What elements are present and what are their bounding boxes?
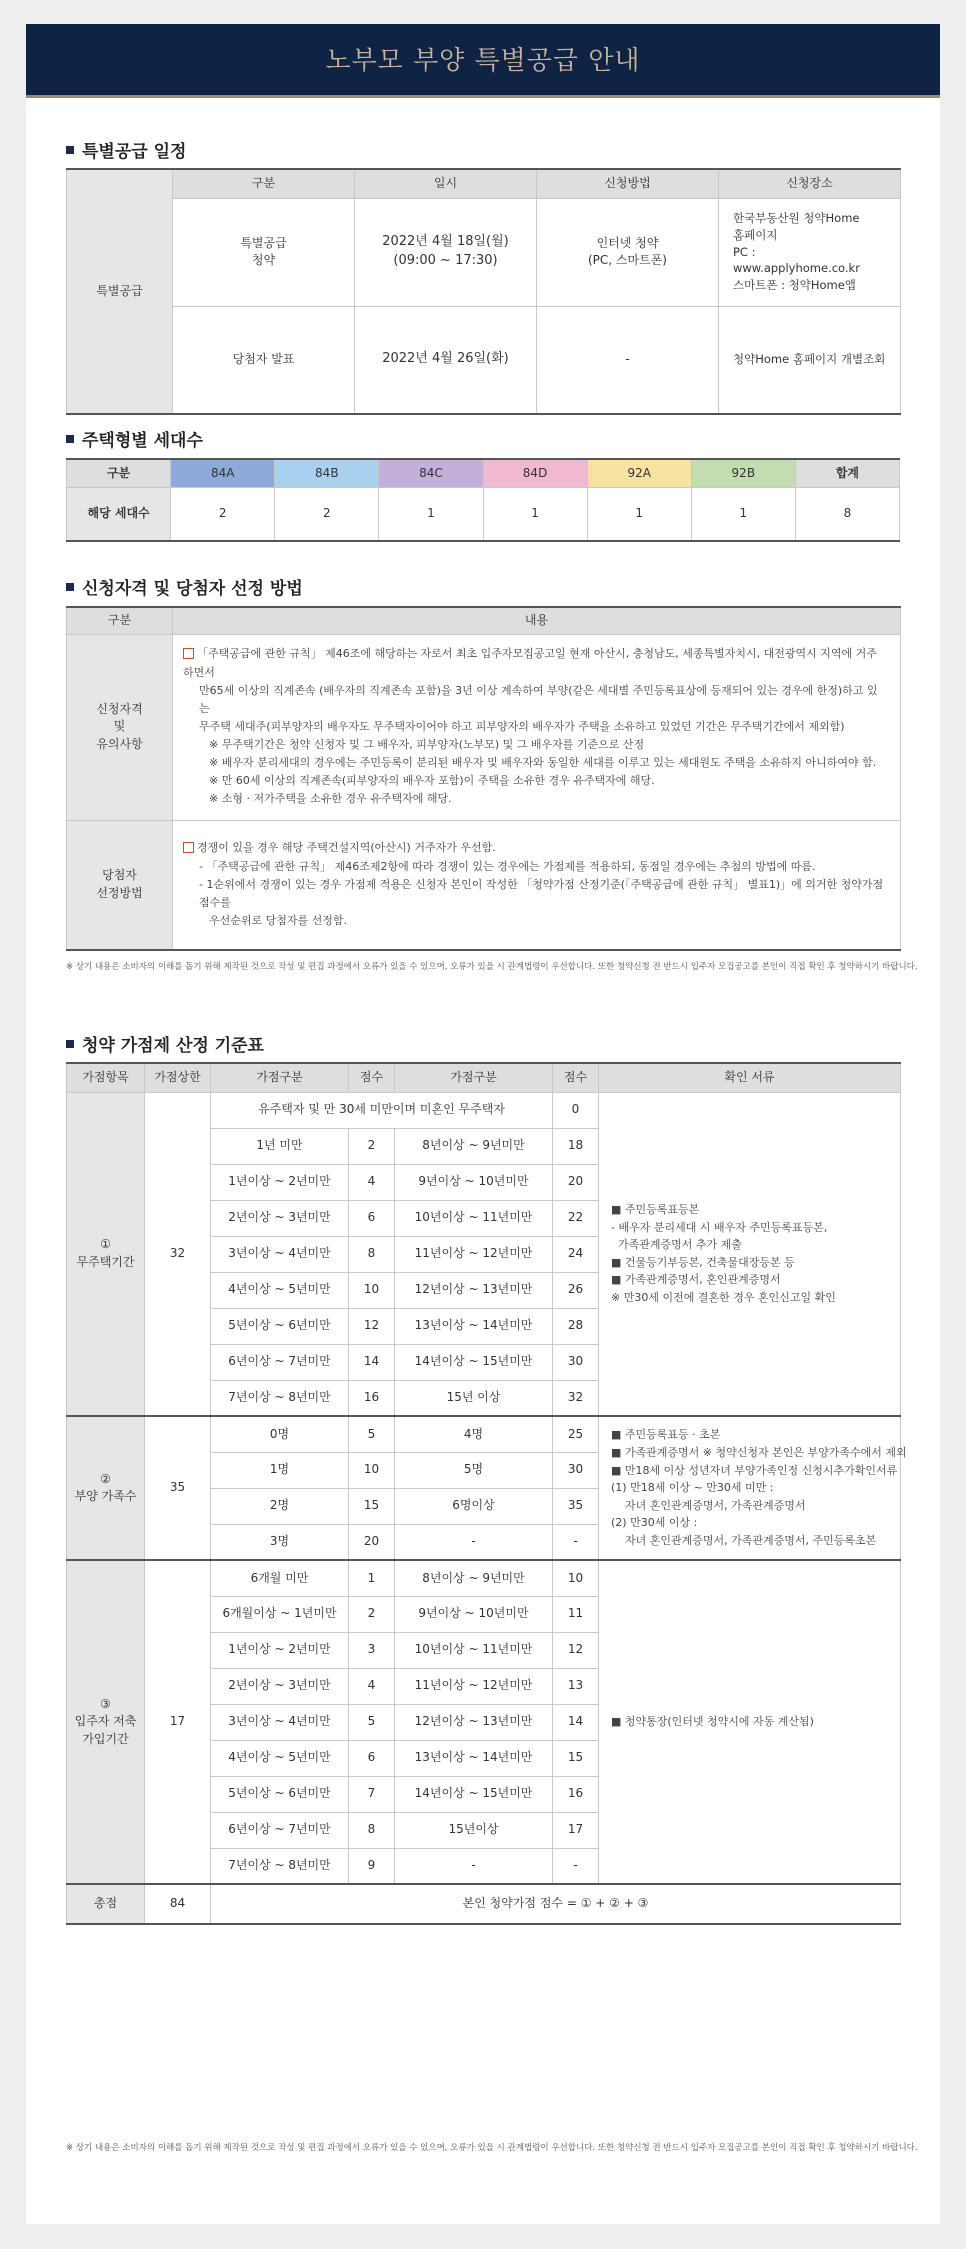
score-points: 2 — [349, 1128, 395, 1164]
unit-type-84B: 84B — [275, 459, 379, 487]
score-table — [66, 1062, 907, 1925]
score-range: 6명이상 — [395, 1488, 553, 1524]
checkbox-icon — [183, 842, 194, 853]
score-row — [67, 1416, 901, 1452]
unit-total: 8 — [795, 487, 899, 541]
schedule-table — [66, 168, 901, 415]
verification-docs — [599, 1560, 901, 1884]
notice-page — [26, 24, 940, 2224]
content-line: 경쟁이 있을 경우 해당 주택건설지역(아산시) 거주자가 우선함. — [183, 839, 886, 857]
content-line: - 「주택공급에 관한 규칙」 제46조제2항에 따라 경쟁이 있는 경우에는 가점제를 적용하되, 동점일 경우에는 추첨의 방법에 따름. — [199, 859, 816, 873]
score-header: 가점구분 — [211, 1063, 349, 1092]
score-points: 15 — [349, 1488, 395, 1524]
disclaimer-note: ※ 상기 내용은 소비자의 이해를 돕기 위해 제작된 것으로 작성 및 편집 과정에서 오류가 있을 수 있으며, 오류가 있을 시 관계법령이 우선합니다. 또한 청약신청 전 반드시 입주자 모집공고를 본인이 직접 확인 후 청약하시기 바랍니다. — [66, 962, 918, 972]
score-range: 13년이상 ~ 14년미만 — [395, 1308, 553, 1344]
score-points: 10 — [349, 1452, 395, 1488]
score-range: 2년이상 ~ 3년미만 — [211, 1668, 349, 1704]
score-group-label: ② 부양 가족수 — [67, 1416, 145, 1560]
schedule-cell-type: 특별공급 청약 — [173, 198, 355, 306]
unit-count: 1 — [379, 487, 483, 541]
score-total-label: 총점 — [67, 1884, 145, 1924]
score-range: 2년이상 ~ 3년미만 — [211, 1200, 349, 1236]
score-range: 9년이상 ~ 10년미만 — [395, 1164, 553, 1200]
score-points: 16 — [553, 1776, 599, 1812]
unit-type-92B: 92B — [691, 459, 795, 487]
units-total-label: 합계 — [795, 459, 899, 487]
doc-line: - 배우자 분리세대 시 배우자 주민등록표등본, — [611, 1220, 828, 1234]
score-header: 점수 — [553, 1063, 599, 1092]
score-range: 7년이상 ~ 8년미만 — [211, 1380, 349, 1416]
units-header-label: 구분 — [67, 459, 171, 487]
score-range: 12년이상 ~ 13년미만 — [395, 1704, 553, 1740]
unit-type-84C: 84C — [379, 459, 483, 487]
schedule-row — [67, 306, 901, 414]
score-points: 28 — [553, 1308, 599, 1344]
score-points: 10 — [349, 1272, 395, 1308]
score-range: 5명 — [395, 1452, 553, 1488]
qualification-row — [67, 634, 901, 820]
bullet-square-icon — [66, 583, 74, 591]
score-range: 13년이상 ~ 14년미만 — [395, 1740, 553, 1776]
content-line: ※ 배우자 분리세대의 경우에는 주민등록이 분리된 배우자 및 배우자와 동일한 세대를 이루고 있는 세대원도 주택을 소유하지 아니하여야 함. — [209, 756, 877, 770]
unit-count: 2 — [171, 487, 275, 541]
score-points: 1 — [349, 1560, 395, 1596]
score-range: 8년이상 ~ 9년미만 — [395, 1560, 553, 1596]
score-range: 4년이상 ~ 5년미만 — [211, 1740, 349, 1776]
doc-line: 자녀 혼인관계증명서, 가족관계증명서 — [611, 1498, 806, 1512]
score-points: 0 — [553, 1092, 599, 1128]
score-header: 가점구분 — [395, 1063, 553, 1092]
score-points: 26 — [553, 1272, 599, 1308]
schedule-header: 신청장소 — [719, 169, 901, 198]
qualification-header: 구분 — [67, 607, 173, 634]
section-title-score: 청약 가점제 산정 기준표 — [66, 1031, 264, 1056]
doc-line: ■ 주민등록표등 · 초본 — [611, 1428, 721, 1442]
score-points: 8 — [349, 1812, 395, 1848]
qualification-content — [173, 634, 901, 820]
qualification-table — [66, 606, 901, 951]
schedule-header: 신청방법 — [537, 169, 719, 198]
score-points: - — [553, 1524, 599, 1560]
unit-type-92A: 92A — [587, 459, 691, 487]
score-range: 유주택자 및 만 30세 미만이며 미혼인 무주택자 — [211, 1092, 553, 1128]
score-points: 24 — [553, 1236, 599, 1272]
schedule-header: 구분 — [173, 169, 355, 198]
qualification-row — [67, 820, 901, 950]
doc-line: ■ 가족관계증명서, 혼인관계증명서 — [611, 1273, 781, 1287]
score-range: 11년이상 ~ 12년미만 — [395, 1236, 553, 1272]
score-range: 15년 이상 — [395, 1380, 553, 1416]
qualification-row-label: 당첨자 선정방법 — [67, 820, 173, 950]
schedule-cell-place: 한국부동산원 청약Home 홈페이지 PC : www.applyhome.co.kr 스마트폰 : 청약Home앱 — [719, 198, 901, 306]
score-points: 2 — [349, 1596, 395, 1632]
doc-line: (2) 만30세 이상 : — [611, 1516, 698, 1530]
section-title-schedule: 특별공급 일정 — [66, 137, 186, 162]
content-line: ※ 만 60세 이상의 직계존속(피부양자의 배우자 포함)이 주택을 소유한 경우 유주택자에 해당. — [209, 774, 655, 788]
doc-line: ■ 건물등기부등본, 건축물대장등본 등 — [611, 1255, 795, 1269]
score-range: 0명 — [211, 1416, 349, 1452]
score-group-label: ① 무주택기간 — [67, 1092, 145, 1416]
content-line: 우선순위로 당첨자를 선정함. — [209, 913, 348, 927]
doc-line: ■ 만18세 이상 성년자녀 부양가족인정 신청시추가확인서류 — [611, 1463, 898, 1477]
content-line: - 1순위에서 경쟁이 있는 경우 가점제 적용은 신청자 본인이 작성한 「청약가점 산정기준(「주택공급에 관한 규칙」 별표1)」에 의거한 청약가점 점수를 — [199, 877, 884, 909]
doc-line: (1) 만18세 이상 ~ 만30세 미만 : — [611, 1481, 774, 1495]
schedule-cell-place: 청약Home 홈페이지 개별조회 — [719, 306, 901, 414]
content-line: 「주택공급에 관한 규칙」 제46조에 해당하는 자로서 최초 입주자모집공고일 현재 아산시, 충청남도, 세종특별자치시, 대전광역시 지역에 거주하면서 — [183, 647, 877, 679]
unit-count: 2 — [275, 487, 379, 541]
score-total-formula: 본인 청약가점 점수 = ① + ② + ③ — [211, 1884, 901, 1924]
bullet-square-icon — [66, 435, 74, 443]
unit-count: 1 — [691, 487, 795, 541]
page-title-banner — [26, 24, 940, 98]
score-points: 11 — [553, 1596, 599, 1632]
score-points: 13 — [553, 1668, 599, 1704]
score-range: 14년이상 ~ 15년미만 — [395, 1776, 553, 1812]
score-range: 10년이상 ~ 11년미만 — [395, 1200, 553, 1236]
unit-type-84D: 84D — [483, 459, 587, 487]
score-header: 가점상한 — [145, 1063, 211, 1092]
qualification-content — [173, 820, 901, 950]
page-title: 노부모 부양 특별공급 안내 — [325, 46, 641, 76]
score-points: 32 — [553, 1380, 599, 1416]
section-title-qualification: 신청자격 및 당첨자 선정 방법 — [66, 574, 303, 599]
qualification-header: 내용 — [173, 607, 901, 634]
schedule-header: 일시 — [355, 169, 537, 198]
score-range: 11년이상 ~ 12년미만 — [395, 1668, 553, 1704]
content-line: ※ 소형 · 저가주택을 소유한 경우 유주택자에 해당. — [209, 792, 452, 806]
schedule-cell-method: - — [537, 306, 719, 414]
checkbox-icon — [183, 648, 194, 659]
bullet-square-icon — [66, 146, 74, 154]
score-range: 1명 — [211, 1452, 349, 1488]
schedule-cell-type: 당첨자 발표 — [173, 306, 355, 414]
score-group-max: 35 — [145, 1416, 211, 1560]
score-range: - — [395, 1524, 553, 1560]
score-range: 4년이상 ~ 5년미만 — [211, 1272, 349, 1308]
score-points: 22 — [553, 1200, 599, 1236]
schedule-cell-date: 2022년 4월 26일(화) — [355, 306, 537, 414]
score-points: 16 — [349, 1380, 395, 1416]
score-header: 점수 — [349, 1063, 395, 1092]
score-range: 4명 — [395, 1416, 553, 1452]
doc-line: ■ 청약통장(인터넷 청약시에 자동 계산됨) — [611, 1715, 814, 1729]
doc-line: 가족관계증명서 추가 제출 — [611, 1238, 742, 1252]
doc-line: ■ 가족관계증명서 ※ 청약신청자 본인은 부양가족수에서 제외 — [611, 1446, 907, 1460]
score-points: 4 — [349, 1668, 395, 1704]
score-range: 6개월이상 ~ 1년미만 — [211, 1596, 349, 1632]
score-points: 10 — [553, 1560, 599, 1596]
score-points: 6 — [349, 1200, 395, 1236]
score-points: 20 — [349, 1524, 395, 1560]
units-table — [66, 458, 900, 542]
score-range: 6개월 미만 — [211, 1560, 349, 1596]
score-range: 5년이상 ~ 6년미만 — [211, 1776, 349, 1812]
score-range: 5년이상 ~ 6년미만 — [211, 1308, 349, 1344]
score-range: 8년이상 ~ 9년미만 — [395, 1128, 553, 1164]
score-points: 14 — [349, 1344, 395, 1380]
score-points: 4 — [349, 1164, 395, 1200]
score-points: - — [553, 1848, 599, 1884]
score-points: 18 — [553, 1128, 599, 1164]
score-range: 3년이상 ~ 4년미만 — [211, 1704, 349, 1740]
section-title-units: 주택형별 세대수 — [66, 426, 203, 451]
score-points: 12 — [553, 1632, 599, 1668]
score-range: 12년이상 ~ 13년미만 — [395, 1272, 553, 1308]
content-line: ※ 무주택기간은 청약 신청자 및 그 배우자, 피부양자(노부모) 및 그 배우자를 기준으로 산정 — [209, 738, 645, 752]
score-group-label: ③ 입주자 저축 가입기간 — [67, 1560, 145, 1884]
verification-docs — [599, 1416, 907, 1560]
score-points: 5 — [349, 1704, 395, 1740]
doc-line: ■ 주민등록표등본 — [611, 1202, 700, 1216]
disclaimer-note-bottom: ※ 상기 내용은 소비자의 이해를 돕기 위해 제작된 것으로 작성 및 편집 과정에서 오류가 있을 수 있으며, 오류가 있을 시 관계법령이 우선합니다. 또한 청약신청 전 반드시 입주자 모집공고를 본인이 직접 확인 후 청약하시기 바랍니다. — [66, 2143, 918, 2153]
score-range: 9년이상 ~ 10년미만 — [395, 1596, 553, 1632]
score-points: 35 — [553, 1488, 599, 1524]
score-range: 3명 — [211, 1524, 349, 1560]
score-points: 30 — [553, 1452, 599, 1488]
doc-line: 자녀 혼인관계증명서, 가족관계증명서, 주민등록초본 — [611, 1533, 877, 1547]
score-range: 6년이상 ~ 7년미만 — [211, 1344, 349, 1380]
score-range: 1년이상 ~ 2년미만 — [211, 1632, 349, 1668]
content-line: 만65세 이상의 직계존속 (배우자의 직계존속 포함)을 3년 이상 계속하여 부양(같은 세대별 주민등록표상에 등재되어 있는 경우에 한정)하고 있는 — [199, 683, 878, 715]
score-total-max: 84 — [145, 1884, 211, 1924]
score-points: 15 — [553, 1740, 599, 1776]
score-points: 20 — [553, 1164, 599, 1200]
doc-line: ※ 만30세 이전에 결혼한 경우 혼인신고일 확인 — [611, 1290, 836, 1304]
bullet-square-icon — [66, 1040, 74, 1048]
content-line: 무주택 세대주(피부양자의 배우자도 무주택자이어야 하고 피부양자의 배우자가 주택을 소유하고 있었던 기간은 무주택기간에서 제외함) — [199, 719, 845, 733]
score-range: 6년이상 ~ 7년미만 — [211, 1812, 349, 1848]
unit-count: 1 — [483, 487, 587, 541]
score-header: 가점항목 — [67, 1063, 145, 1092]
unit-type-84A: 84A — [171, 459, 275, 487]
score-range: 14년이상 ~ 15년미만 — [395, 1344, 553, 1380]
score-points: 8 — [349, 1236, 395, 1272]
score-points: 30 — [553, 1344, 599, 1380]
score-points: 17 — [553, 1812, 599, 1848]
score-points: 14 — [553, 1704, 599, 1740]
qualification-row-label: 신청자격 및 유의사항 — [67, 634, 173, 820]
schedule-cell-date: 2022년 4월 18일(월) (09:00 ~ 17:30) — [355, 198, 537, 306]
score-group-max: 17 — [145, 1560, 211, 1884]
score-range: 7년이상 ~ 8년미만 — [211, 1848, 349, 1884]
score-range: 3년이상 ~ 4년미만 — [211, 1236, 349, 1272]
score-range: 2명 — [211, 1488, 349, 1524]
unit-count: 1 — [587, 487, 691, 541]
units-row-label: 해당 세대수 — [67, 487, 171, 541]
verification-docs — [599, 1092, 901, 1416]
score-range: 1년 미만 — [211, 1128, 349, 1164]
score-points: 9 — [349, 1848, 395, 1884]
score-points: 7 — [349, 1776, 395, 1812]
score-points: 3 — [349, 1632, 395, 1668]
score-points: 12 — [349, 1308, 395, 1344]
score-range: 1년이상 ~ 2년미만 — [211, 1164, 349, 1200]
score-group-max: 32 — [145, 1092, 211, 1416]
score-points: 5 — [349, 1416, 395, 1452]
score-range: 10년이상 ~ 11년미만 — [395, 1632, 553, 1668]
score-points: 6 — [349, 1740, 395, 1776]
schedule-row-label: 특별공급 — [67, 169, 173, 414]
score-header: 확인 서류 — [599, 1063, 901, 1092]
score-range: 15년이상 — [395, 1812, 553, 1848]
schedule-cell-method: 인터넷 청약 (PC, 스마트폰) — [537, 198, 719, 306]
schedule-row — [67, 198, 901, 306]
score-row — [67, 1560, 901, 1596]
score-range: - — [395, 1848, 553, 1884]
score-points: 25 — [553, 1416, 599, 1452]
